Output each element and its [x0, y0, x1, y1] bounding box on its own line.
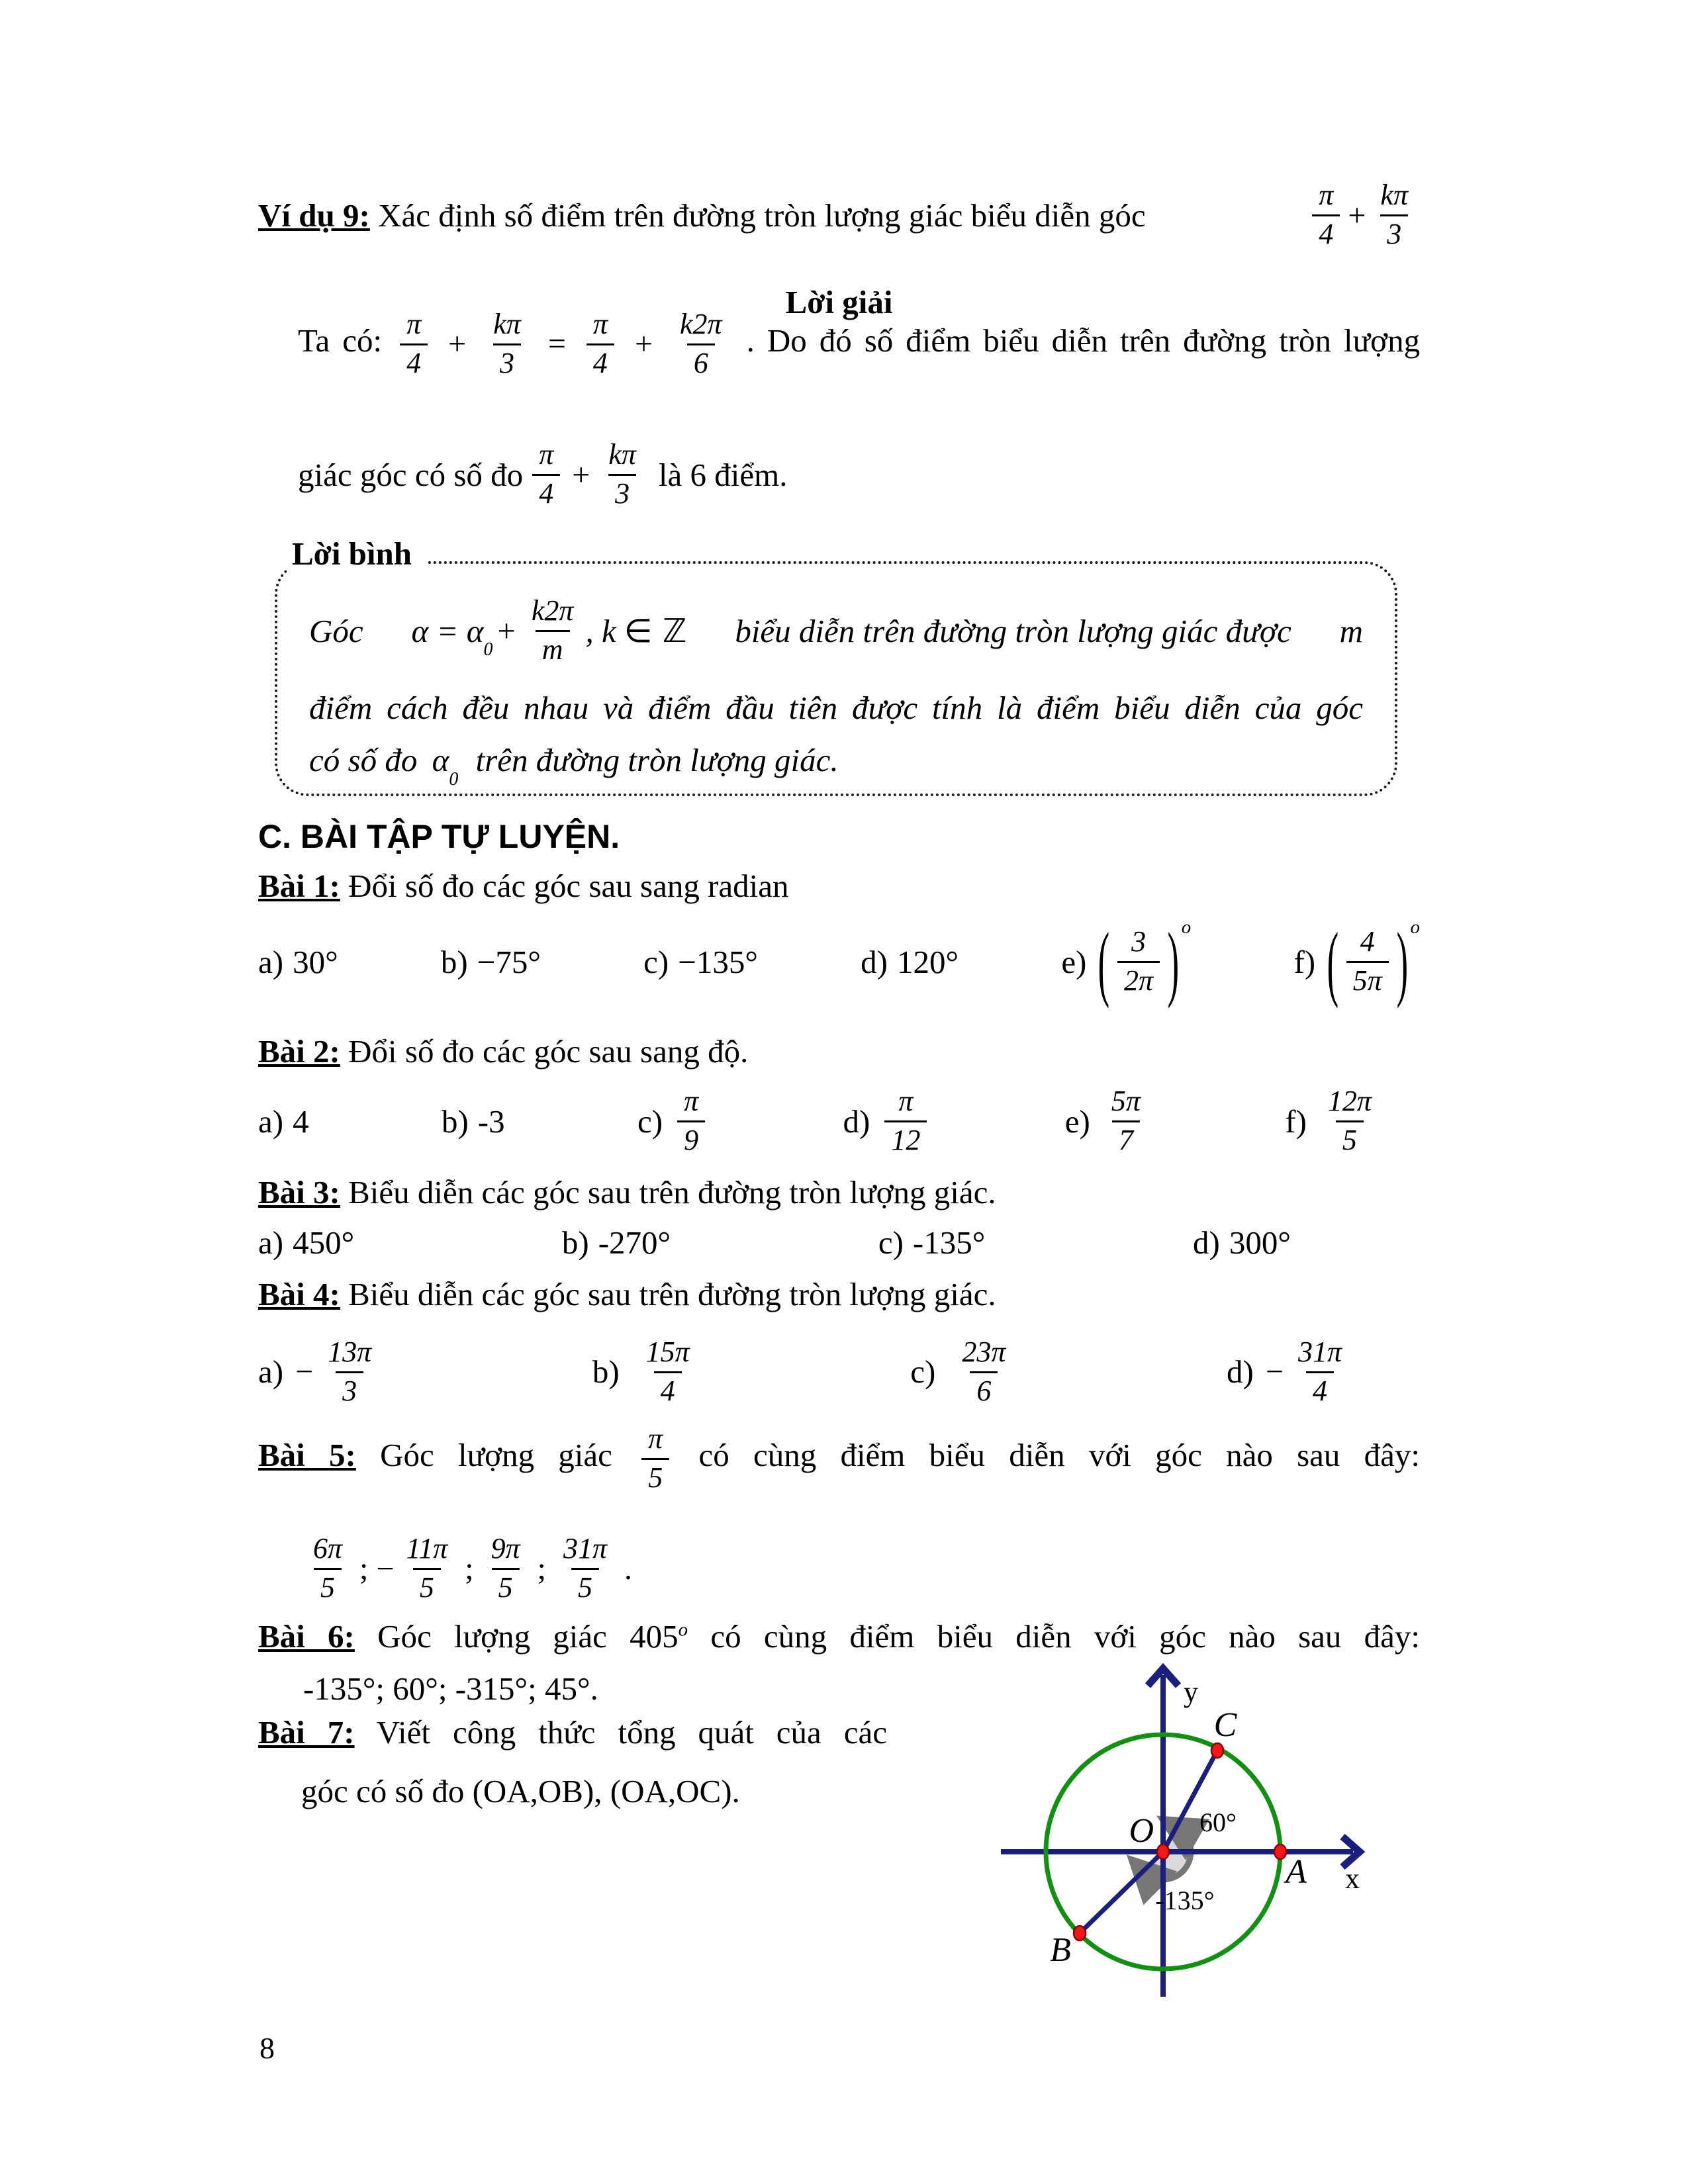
alpha-zero: $\alpha_0$: [432, 742, 459, 790]
fraction: $\frac{k\pi}{3}$: [493, 308, 521, 379]
fraction: $\frac{\pi}{4}$: [532, 440, 560, 509]
semicolon: ;: [359, 1551, 369, 1586]
fraction: $\frac{5\pi}{7}$: [1111, 1085, 1141, 1156]
list-item: a) 30°: [258, 943, 338, 980]
fraction: $\frac{12\pi}{5}$: [1327, 1085, 1372, 1156]
comment-line-1: [309, 581, 1363, 680]
list-item: d) 120°: [861, 943, 959, 980]
origin-label: O: [1129, 1812, 1154, 1850]
bai4-label: Bài 4:: [258, 1276, 340, 1312]
fraction: $\frac{k2\pi}{6}$: [680, 308, 722, 379]
bai5-post: có cùng điểm biểu diễn với góc nào sau đây:: [698, 1437, 1421, 1474]
point-c-label: C: [1213, 1706, 1237, 1744]
bai6-heading: [258, 1618, 1420, 1655]
list-item: d) 300°: [1193, 1224, 1291, 1261]
list-item: b) $\frac{15\pi}{4}$: [592, 1338, 702, 1406]
fraction: $\frac{4}{5\pi}$: [1346, 927, 1389, 996]
fraction-pi-4: $\frac{\pi}{4}$: [1312, 181, 1340, 250]
point-a: [1274, 1844, 1286, 1859]
alpha-equation: $\alpha = \alpha_0$: [411, 612, 493, 660]
fraction: $\frac{13\pi}{3}$: [328, 1335, 372, 1407]
solution-line-2: [298, 425, 1420, 524]
x-axis-label: x: [1345, 1862, 1360, 1895]
list-item: e) ( $\frac{3}{2\pi}$ ) $^o$: [1061, 927, 1191, 996]
minus-sign: −: [376, 1551, 395, 1586]
period: .: [624, 1551, 633, 1586]
bai1-text: Đổi số đo các góc sau sang radian: [348, 868, 789, 904]
plus-sign: +: [634, 326, 653, 362]
plus-sign: +: [495, 613, 517, 649]
comment-line-3: [309, 741, 1363, 790]
point-c: [1211, 1743, 1223, 1758]
bai3-heading: [258, 1173, 1420, 1211]
bai4-items-row: [258, 1324, 1354, 1420]
angle-60-label: 60°: [1199, 1807, 1237, 1837]
bai2-label: Bài 2:: [258, 1033, 340, 1069]
fraction: $\frac{15\pi}{4}$: [645, 1335, 690, 1407]
section-c-heading: C. BÀI TẬP TỰ LUYỆN.: [258, 818, 620, 855]
plus-sign: +: [572, 457, 590, 492]
list-item: b) −75°: [440, 943, 541, 980]
bai6-answers: -135°; 60°; -315°; 45°.: [303, 1670, 598, 1707]
bai2-heading: [258, 1032, 1420, 1070]
point-b-label: B: [1050, 1931, 1071, 1969]
example-9-text-group: [258, 197, 1146, 234]
comment-box: [275, 535, 1397, 796]
comment-mid-text: biểu diễn trên đường tròn lượng giác được: [735, 612, 1291, 649]
bai6-pre: Góc lượng giác 405$^o$: [377, 1618, 688, 1655]
comment-goc: Góc: [309, 612, 363, 649]
fraction: $\frac{9\pi}{5}$: [491, 1532, 520, 1604]
fraction: $\frac{\pi}{4}$: [400, 310, 428, 379]
fraction: $\frac{31\pi}{5}$: [563, 1532, 608, 1604]
list-item: c) $\frac{\pi}{9}$: [637, 1087, 710, 1156]
fraction-pi-5: $\frac{\pi}{5}$: [641, 1424, 669, 1493]
page-number: 8: [259, 2031, 275, 2065]
solution-tail-text: . Do đó số điểm biểu diễn trên đường tròn lượng: [746, 322, 1421, 359]
semicolon: ;: [537, 1551, 546, 1586]
solution-line-1: [298, 310, 1420, 379]
bai7-heading: [258, 1714, 887, 1751]
comment-box-label: Lời bình: [287, 535, 426, 572]
right-paren: ): [1167, 914, 1180, 1009]
list-item: c) -135°: [878, 1224, 986, 1261]
comment-line3-post: trên đường tròn lượng giác.: [475, 742, 839, 779]
radius-ob: [1080, 1852, 1163, 1933]
k-variable: , k: [585, 612, 616, 649]
point-b: [1074, 1926, 1086, 1940]
bai7-label: Bài 7:: [258, 1714, 355, 1751]
list-item: f) ( $\frac{4}{5\pi}$ ) $^o$: [1293, 927, 1420, 996]
list-item: a) 450°: [258, 1224, 355, 1261]
bai6-post: có cùng điểm biểu diễn với góc nào sau đây:: [710, 1618, 1420, 1655]
minus-sign: −: [1265, 1354, 1284, 1389]
bai5-label: Bài 5:: [258, 1437, 356, 1474]
right-paren: ): [1396, 914, 1408, 1009]
fraction: $\frac{6\pi}{5}$: [313, 1532, 343, 1604]
bai1-heading: [258, 867, 1420, 905]
fraction-kpi-3: $\frac{k\pi}{3}$: [1380, 179, 1408, 250]
fraction: $\frac{\pi}{9}$: [677, 1087, 705, 1156]
list-item: d) $\frac{\pi}{12}$: [843, 1087, 933, 1156]
alpha-subscript: 0: [483, 639, 493, 660]
bai5-answers: [301, 1522, 1463, 1615]
comment-formula: [411, 596, 686, 665]
list-item: b) -270°: [561, 1224, 671, 1261]
bai1-items-row: [258, 912, 1420, 1011]
bai7-line2: góc có số đo (OA,OB), (OA,OC).: [301, 1773, 740, 1809]
fraction: $\frac{k\pi}{3}$: [608, 438, 636, 510]
plus-sign: +: [1348, 197, 1366, 233]
angle-minus135-label: -135°: [1155, 1886, 1215, 1915]
point-a-label: A: [1286, 1853, 1307, 1891]
bai7-line1: Viết công thức tổng quát của các: [376, 1714, 887, 1751]
fraction: $\frac{\pi}{4}$: [586, 310, 614, 379]
list-item: d) − $\frac{31\pi}{4}$: [1227, 1338, 1354, 1406]
equals-sign: =: [547, 326, 566, 362]
bai2-items-row: [258, 1077, 1383, 1165]
list-item: c) $\frac{23\pi}{6}$: [910, 1338, 1017, 1406]
list-item: a) 4: [258, 1103, 309, 1140]
in-integers-symbol: ∈ ℤ: [624, 612, 687, 650]
bai4-heading: [258, 1275, 1420, 1313]
y-axis-label: y: [1184, 1676, 1198, 1708]
list-item: a) − $\frac{13\pi}{3}$: [258, 1338, 383, 1406]
bai3-label: Bài 3:: [258, 1174, 340, 1210]
comment-line-2: điểm cách đều nhau và điểm đầu tiên được tính là điểm biểu diễn của góc: [309, 690, 1363, 726]
fraction: $\frac{31\pi}{4}$: [1297, 1335, 1342, 1407]
point-o: [1157, 1844, 1169, 1859]
fraction-k2pi-m: $\frac{k2\pi}{m}$: [531, 594, 574, 666]
fraction: $\frac{3}{2\pi}$: [1117, 927, 1160, 996]
list-item: f) $\frac{12\pi}{5}$: [1285, 1087, 1383, 1156]
bai3-items-row: [258, 1224, 1291, 1261]
bai2-text: Đổi số đo các góc sau sang độ.: [348, 1033, 749, 1069]
unit-circle-diagram: [993, 1658, 1370, 2012]
bai6-label: Bài 6:: [258, 1618, 355, 1655]
m-variable: m: [1339, 612, 1363, 649]
semicolon: ;: [465, 1551, 474, 1586]
solution-intro: Ta có:: [298, 322, 383, 359]
bai4-text: Biểu diễn các góc sau trên đường tròn lượng giác.: [348, 1276, 996, 1312]
left-paren: (: [1098, 914, 1110, 1009]
bai5-pre: Góc lượng giác: [380, 1437, 612, 1474]
example-9-text: Xác định số điểm trên đường tròn lượng giác biểu diễn góc: [378, 197, 1146, 234]
example-9-label: Ví dụ 9:: [258, 197, 370, 234]
solution-heading: Lời giải: [785, 284, 893, 320]
plus-sign: +: [448, 326, 467, 362]
list-item: c) −135°: [643, 943, 758, 980]
solution-line2-pre: giác góc có số đo: [298, 456, 524, 493]
fraction: $\frac{11\pi}{5}$: [406, 1532, 448, 1604]
degree-superscript: o: [678, 1619, 688, 1641]
list-item: b) -3: [441, 1103, 505, 1140]
solution-line2-post: là 6 điểm.: [658, 456, 788, 493]
bai1-label: Bài 1:: [258, 868, 340, 904]
example-9-formula: [1307, 181, 1420, 250]
left-paren: (: [1327, 914, 1339, 1009]
example-9-line: [258, 159, 1420, 271]
minus-sign: −: [295, 1354, 314, 1389]
list-item: e) $\frac{5\pi}{7}$: [1065, 1087, 1152, 1156]
bai5-heading: [258, 1424, 1420, 1493]
fraction: $\frac{23\pi}{6}$: [962, 1335, 1006, 1407]
bai3-text: Biểu diễn các góc sau trên đường tròn lượng giác.: [348, 1174, 996, 1210]
fraction: $\frac{\pi}{12}$: [884, 1087, 927, 1156]
comment-line3-pre: có số đo: [309, 742, 418, 779]
